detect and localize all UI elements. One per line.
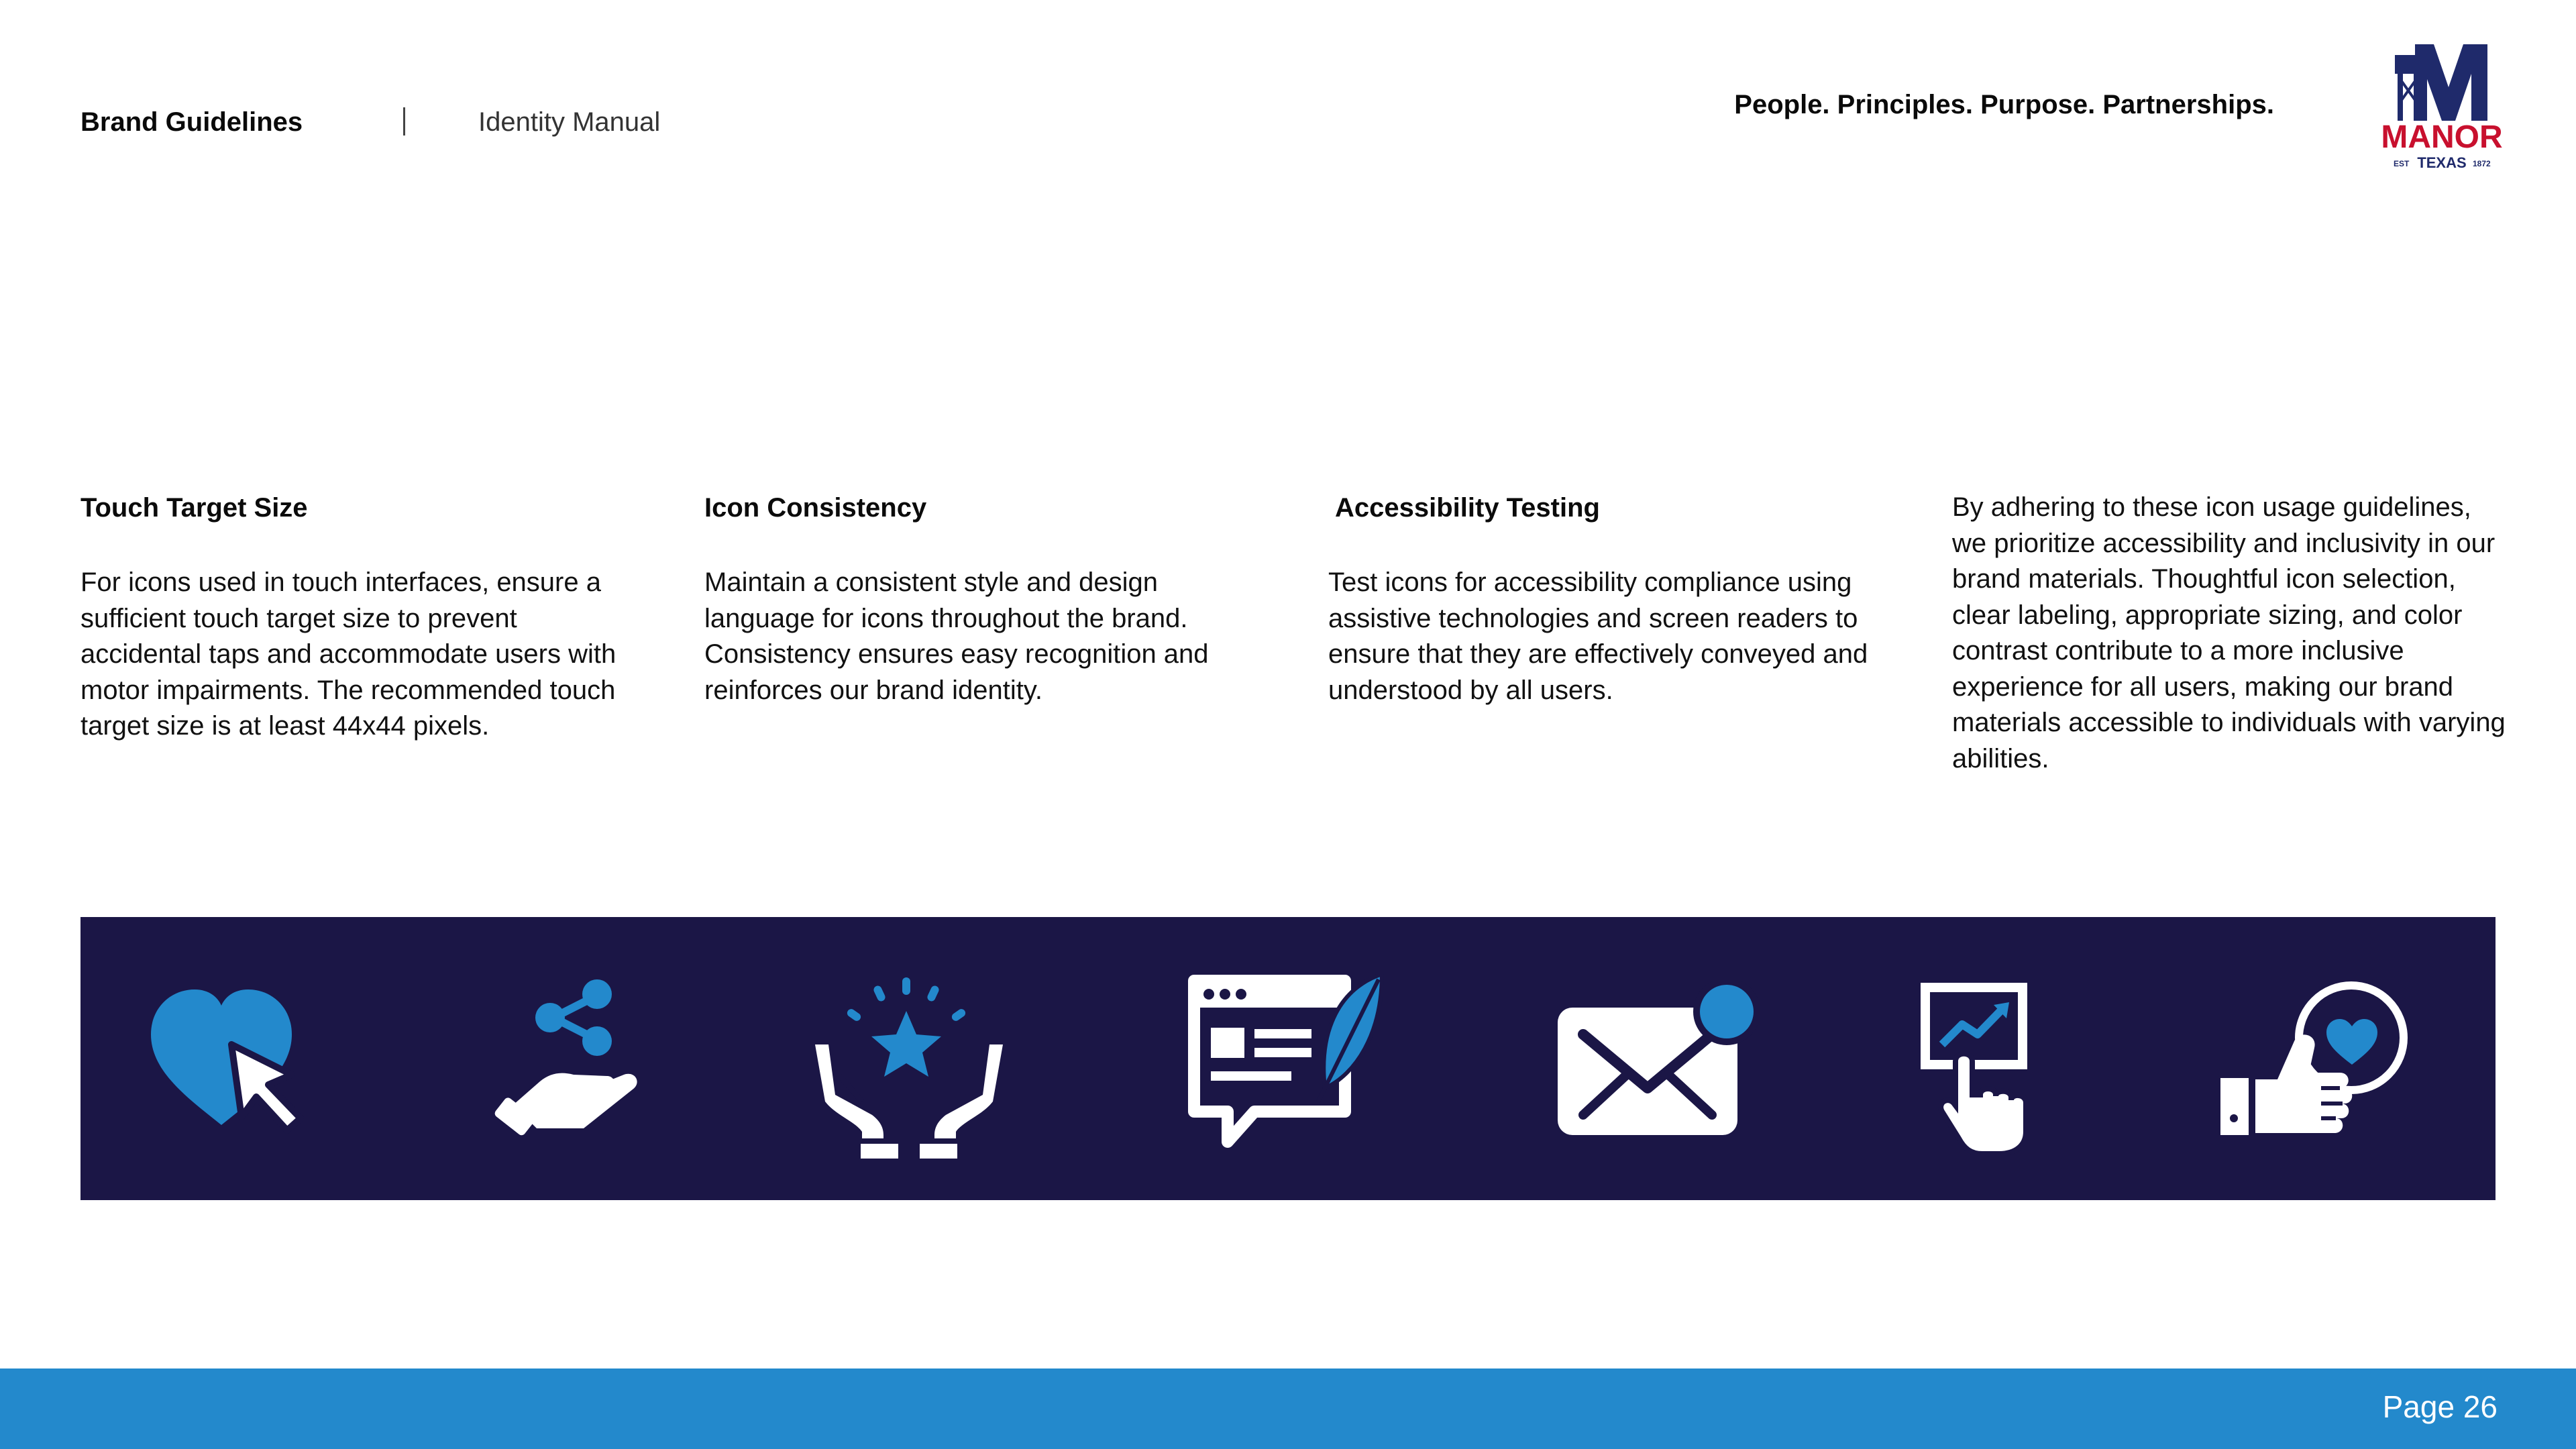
page-number: Page 26 xyxy=(2382,1389,2498,1424)
icon-consistency-section xyxy=(704,490,1261,708)
section-heading: Accessibility Testing xyxy=(1335,493,1600,523)
message-feather-icon xyxy=(1187,974,1395,1172)
thumbs-up-heart-icon xyxy=(2220,977,2422,1162)
share-hand-icon xyxy=(493,974,667,1152)
section-body: For icons used in touch interfaces, ensure a sufficient touch target size to prevent accidental taps and accommodate users with motor impairments. The recommended touch target size is at least 44x44 pixels. xyxy=(80,568,616,741)
summary-section xyxy=(1952,490,2509,777)
section-body: Maintain a consistent style and design language for icons throughout the brand. Consistency ensures easy recognition and reinforces our brand identity. xyxy=(704,568,1209,705)
logo-state: TEXAS xyxy=(2417,154,2467,171)
touch-target-section xyxy=(80,490,637,745)
document-subtitle: Identity Manual xyxy=(478,107,661,137)
logo-est: EST xyxy=(2394,159,2410,168)
accessibility-testing-section xyxy=(1328,490,1885,708)
heart-click-icon xyxy=(148,984,322,1148)
section-heading: Icon Consistency xyxy=(704,493,927,523)
summary-text: By adhering to these icon usage guidelines, we prioritize accessibility and inclusivity in our brand materials. Thoughtful icon selection, clear labeling, appropriate sizing, and color contrast contribute to a more inclusive experience for all users, making our brand materials accessible to individuals with varying abilities. xyxy=(1952,492,2506,773)
header-divider xyxy=(403,107,405,136)
page-footer xyxy=(0,1368,2576,1449)
hands-star-icon xyxy=(808,977,1010,1162)
document-title: Brand Guidelines xyxy=(80,107,303,137)
section-heading: Touch Target Size xyxy=(80,493,308,523)
touch-chart-icon xyxy=(1919,981,2066,1159)
logo-name: MANOR xyxy=(2381,119,2503,155)
tagline: People. Principles. Purpose. Partnerships. xyxy=(1734,90,2274,119)
icon-showcase-band xyxy=(80,917,2496,1200)
logo-year: 1872 xyxy=(2473,159,2491,168)
section-body: Test icons for accessibility compliance using assistive technologies and screen readers to ensure that they are effectively conveyed and understood by all users. xyxy=(1328,568,1868,705)
manor-texas-logo xyxy=(2375,35,2509,176)
mail-notification-icon xyxy=(1556,981,1758,1145)
